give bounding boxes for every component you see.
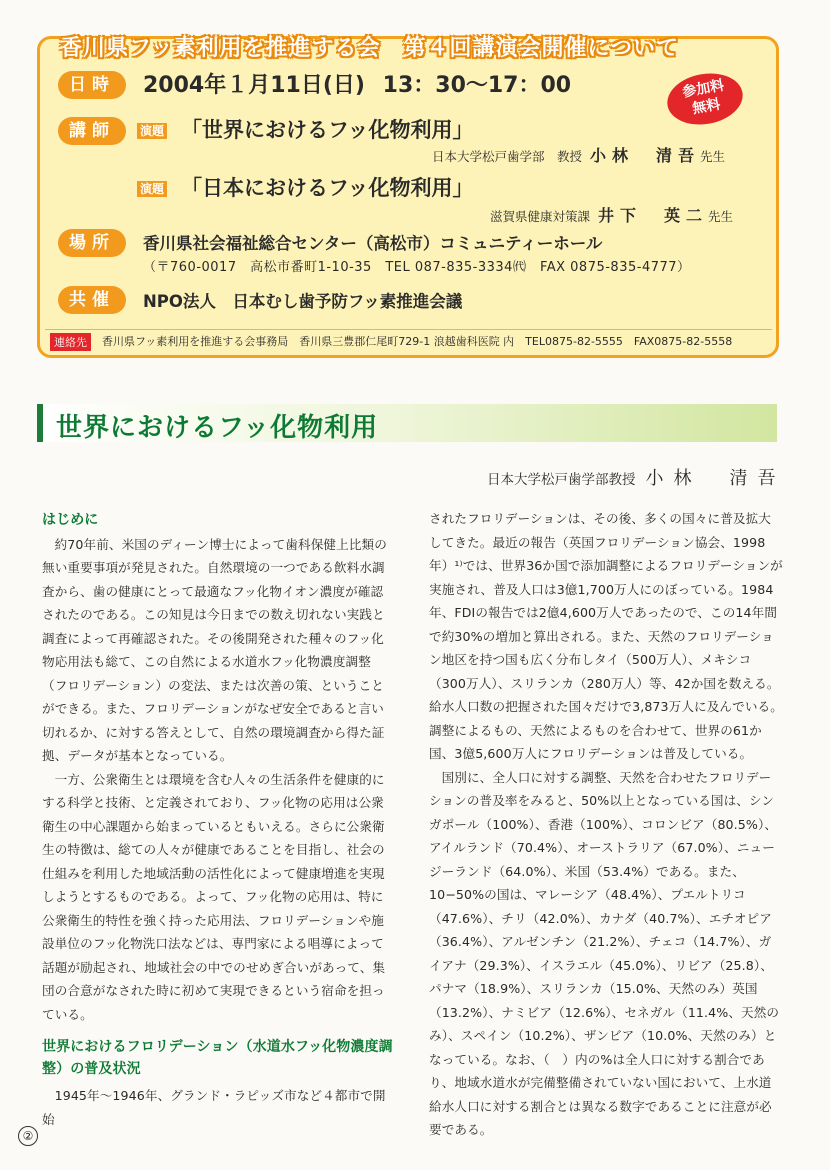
- talk2-affiliation: 滋賀県健康対策課: [490, 209, 591, 224]
- page-number: ②: [18, 1126, 38, 1146]
- host-name: NPO法人 日本むし歯予防フッ素推進会議: [143, 292, 463, 311]
- stamp-line-2: 無料: [691, 96, 722, 118]
- article-author: [487, 464, 786, 490]
- intro-paragraph-2: 一方、公衆衛生とは環境を含む人々の生活条件を健康的にする科学と技術、と定義されており、フッ化物の応用は公衆衛生の中心課題から始まっているともいえる。さらに公衆衛生の特徴は、総ての人々が健康であることを目指し、社会の仕組みを利用した地域活動の活性化によって健康増進を実現しようとするものである。よって、フッ化物の応用は、特に公衆衛生的特性を強く持った応用法、フロリデーションや施設単位のフッ化物洗口法などは、専門家による唱導によって話題が励起され、地域社会の中でのせめぎ合いがあって、集団の合意がなされた時に初めて実現できるという宿命を担っている。: [42, 771, 386, 1022]
- date-label: 日時: [58, 71, 126, 99]
- talk2-speaker: [490, 203, 733, 226]
- talk2-honorific: 先生: [708, 209, 734, 224]
- right-column: [429, 507, 783, 1142]
- event-time: 13：30〜17：00: [382, 73, 572, 98]
- host-label: 共催: [58, 286, 126, 314]
- venue-address: （〒760-0017 高松市番町1-10-35 TEL 087-835-3334㈹ FAX 0875-835-4777）: [143, 260, 691, 275]
- talk1-honorific: 先生: [700, 149, 726, 164]
- event-date-main: 2004年１月11日(日): [143, 73, 365, 98]
- left-column: [42, 509, 393, 1131]
- spread-paragraph-2: されたフロリデーションは、その後、多くの国々に普及拡大してきた。最近の報告（英国フロリデーション協会、1998年）¹⁾では、世界36か国で添加調整によるフロリデーションが実施され、普及人口は3億1,700万人にのぼっている。1984年、FDIの報告では2億4,600万人であったので、この14年間で約30%の増加と算出される。また、天然のフロリデーション地区を持つ国も広く分布しタイ（500万人）、メキシコ（300万人）、スリランカ（280万人）等、42か国を数える。給水人口数の把握された国々だけで3,873万人に及んでいる。調整によるもの、天然によるものを合わせて、世界の61か国、3億5,600万人にフロリデーションは普及している。: [429, 511, 783, 761]
- spread-paragraph-3: 国別に、全人口に対する調整、天然を合わせたフロリデーションの普及率をみると、50%以上となっている国は、シンガポール（100%）、香港（100%）、コロンビア（80.5%）、アイルランド（70.4%）、オーストラリア（67.0%）、ニュージーランド（64.0%）、米国（53.4%）である。また、10−50%の国は、マレーシア（48.4%）、プエルトリコ（47.6%）、チリ（42.0%）、カナダ（40.7%）、エチオピア（36.4%）、アルゼンチン（21.2%）、チェコ（14.7%）、ガイアナ（29.3%）、イスラエル（45.0%）、リビア（25.8）、パナマ（18.9%）、スリランカ（15.0%、天然のみ）英国（13.2%）、ナミビア（12.6%）、セネガル（11.4%、天然のみ）、スペイン（10.2%）、ザンビア（10.0%、天然のみ）となっている。なお、（ ）内の%は全人口に対する割合であり、地域水道水が完備整備されていない国において、上水道給水人口に対する割合とは異なる数字であることに注意が必要である。: [429, 769, 780, 1137]
- talk1-speaker: [432, 143, 725, 166]
- announcement-banner: 香川県フッ素利用を推進する会 第４回講演会開催について: [60, 36, 680, 61]
- contact-tag: 連絡先: [50, 333, 91, 351]
- author-affiliation: 日本大学松戸歯学部教授: [487, 472, 636, 488]
- event-date: [143, 68, 571, 99]
- speaker-label: 講師: [58, 117, 126, 145]
- author-name: 小林 清吾: [645, 468, 786, 489]
- venue-name: 香川県社会福祉総合センター（高松市）コミュニティーホール: [143, 234, 603, 253]
- talk2-title: 「日本におけるフッ化物利用」: [181, 176, 474, 200]
- talk-tag: 演題: [137, 123, 167, 139]
- contact-info: 香川県フッ素利用を推進する会事務局 香川県三豊郡仁尾町729-1 浪越歯科医院 内 TEL0875-82-5555 FAX0875-82-5558: [102, 335, 733, 348]
- section-heading-intro: はじめに: [42, 512, 99, 528]
- section-heading-spread: 世界におけるフロリデーション（水道水フッ化物濃度調整）の普及状況: [42, 1039, 393, 1077]
- talk1-row: [137, 120, 167, 139]
- talk2-row: [137, 178, 167, 197]
- article-title: 世界におけるフッ化物利用: [56, 413, 379, 443]
- talk1-affiliation: 日本大学松戸歯学部 教授: [432, 149, 583, 164]
- talk-tag-2: 演題: [137, 181, 167, 197]
- spread-paragraph-1: 1945年〜1946年、グランド・ラピッズ市など４都市で開始: [42, 1088, 386, 1127]
- talk2-name: 井下 英二: [598, 206, 709, 225]
- talk1-name: 小林 清吾: [590, 146, 701, 165]
- stamp-line-1: 参加料: [681, 77, 726, 101]
- intro-paragraph-1: 約70年前、米国のディーン博士によって歯科保健上比類の無い重要事項が発見された。自然環境の一つである飲料水調査から、歯の健康にとって最適なフッ化物イオン濃度が確認されたのである。この知見は今日までの数え切れない実践と調査によって再確認された。その後開発された種々のフッ化物応用法も総て、この自然による水道水フッ化物濃度調整（フロリデーション）の変法、または次善の策、ということができる。また、フロリデーションがなぜ安全であると言い切れるか、に対する答えとして、自然の環境調査から得た証拠、データが基本となっている。: [42, 536, 387, 763]
- venue-label: 場所: [58, 229, 126, 257]
- talk1-title: 「世界におけるフッ化物利用」: [181, 118, 474, 142]
- article-title-accent: [37, 404, 43, 442]
